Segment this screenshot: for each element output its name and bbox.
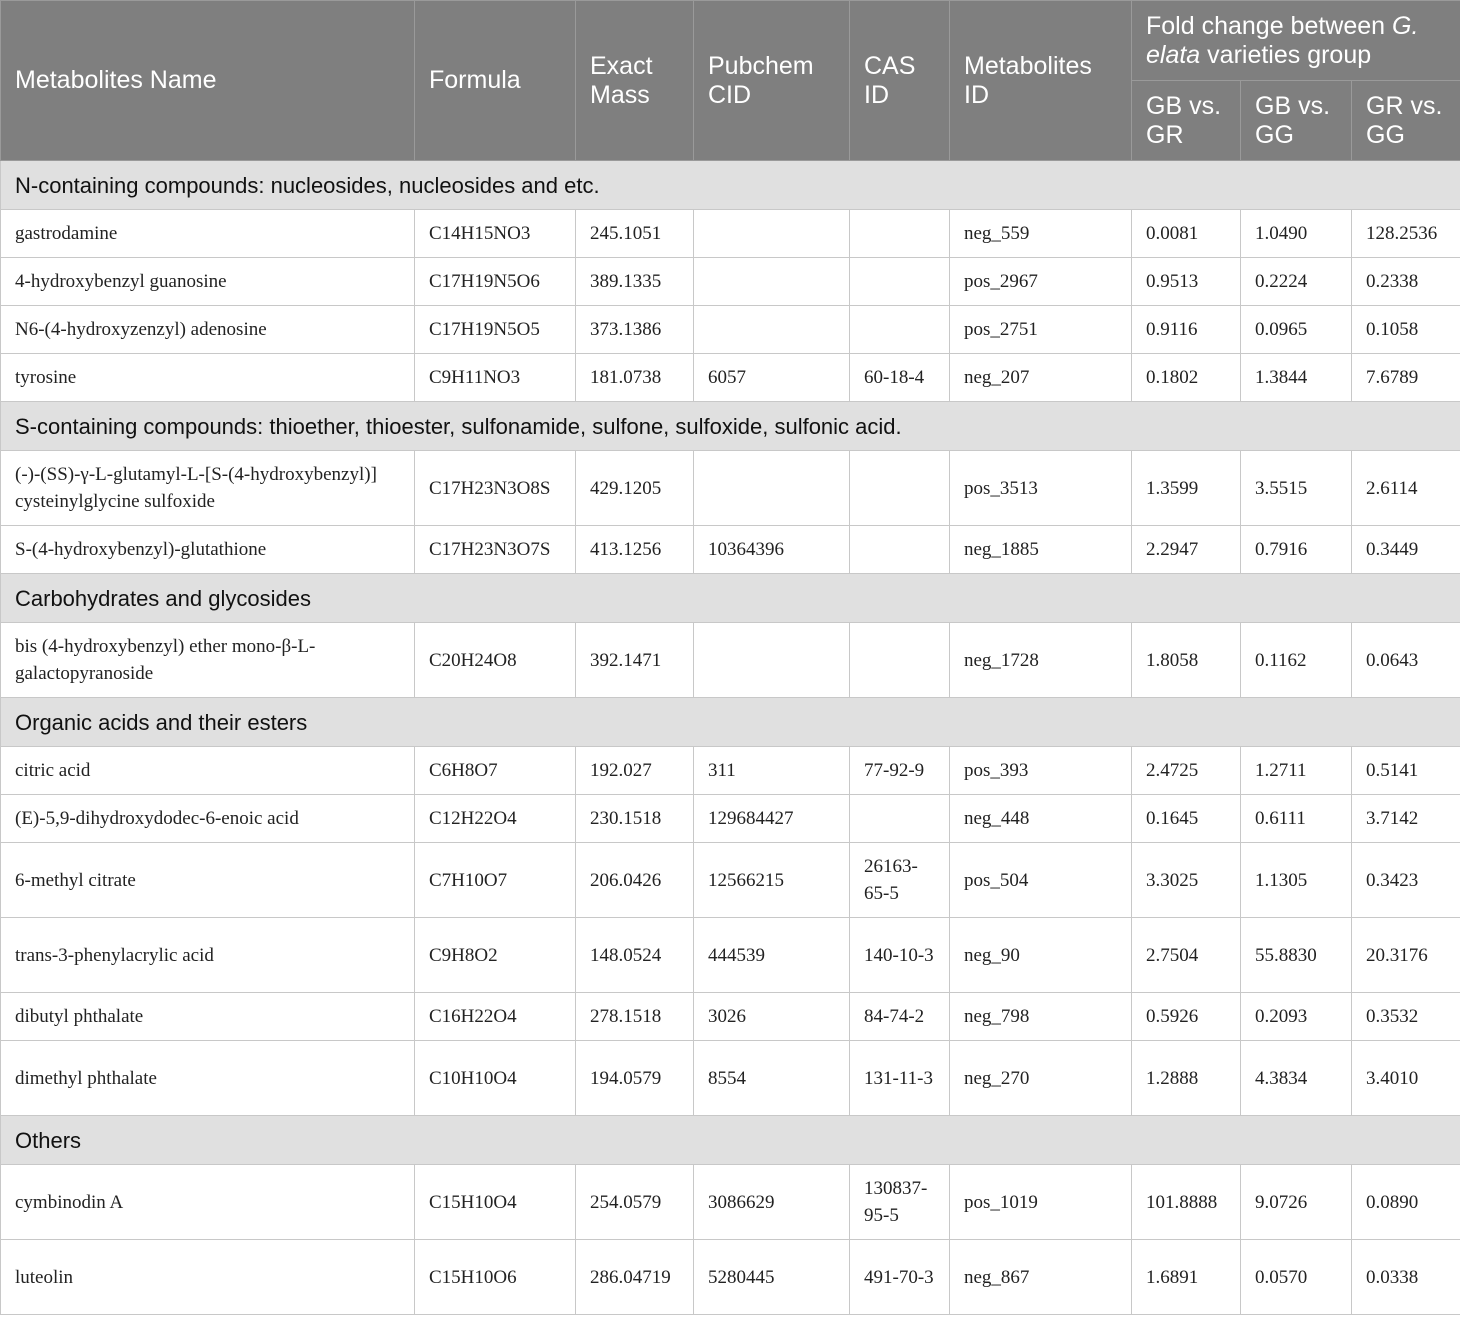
section-title: Carbohydrates and glycosides [1,574,1460,623]
gb-vs-gg-cell: 0.7916 [1241,526,1352,574]
gb-vs-gr-cell: 1.2888 [1132,1041,1241,1116]
gb-vs-gr-cell: 1.8058 [1132,623,1241,698]
gb-vs-gg-cell: 0.2224 [1241,258,1352,306]
gb-vs-gg-cell: 55.8830 [1241,918,1352,993]
formula-cell: C15H10O4 [415,1165,576,1240]
table-row [1,747,1460,795]
metabolite-name-cell: dimethyl phthalate [1,1041,415,1116]
header-gb-vs-gg: GB vs. GG [1241,81,1352,161]
cas-id-cell: 77-92-9 [850,747,950,795]
gb-vs-gr-cell: 1.3599 [1132,451,1241,526]
gb-vs-gg-cell: 9.0726 [1241,1165,1352,1240]
gb-vs-gg-cell: 0.0570 [1241,1240,1352,1315]
fold-change-suffix: varieties group [1200,40,1372,69]
gb-vs-gr-cell: 0.5926 [1132,993,1241,1041]
table-header [1,1,1460,161]
metabolites-id-cell: pos_2751 [950,306,1132,354]
cas-id-cell [850,623,950,698]
metabolite-name-cell: (-)-(SS)-γ-L-glutamyl-L-[S-(4-hydroxybenzyl)] cysteinylglycine sulfoxide [1,451,415,526]
metabolites-id-cell: pos_3513 [950,451,1132,526]
gr-vs-gg-cell: 7.6789 [1352,354,1460,402]
section-row [1,698,1460,747]
gr-vs-gg-cell: 0.0338 [1352,1240,1460,1315]
exact-mass-cell: 286.04719 [576,1240,694,1315]
table-row [1,843,1460,918]
metabolites-id-cell: neg_798 [950,993,1132,1041]
gb-vs-gg-cell: 3.5515 [1241,451,1352,526]
gb-vs-gg-cell: 1.0490 [1241,210,1352,258]
header-metabolites-id: Metabolites ID [950,1,1132,161]
table-row [1,1240,1460,1315]
metabolites-id-cell: neg_207 [950,354,1132,402]
exact-mass-cell: 429.1205 [576,451,694,526]
gr-vs-gg-cell: 128.2536 [1352,210,1460,258]
exact-mass-cell: 230.1518 [576,795,694,843]
gb-vs-gg-cell: 0.2093 [1241,993,1352,1041]
gr-vs-gg-cell: 3.7142 [1352,795,1460,843]
section-title: Others [1,1116,1460,1165]
cas-id-cell: 140-10-3 [850,918,950,993]
cas-id-cell [850,526,950,574]
formula-cell: C10H10O4 [415,1041,576,1116]
gr-vs-gg-cell: 20.3176 [1352,918,1460,993]
gb-vs-gr-cell: 3.3025 [1132,843,1241,918]
cas-id-cell [850,306,950,354]
section-title: Organic acids and their esters [1,698,1460,747]
metabolite-name-cell: gastrodamine [1,210,415,258]
header-pubchem-cid: Pubchem CID [694,1,850,161]
formula-cell: C9H8O2 [415,918,576,993]
metabolites-id-cell: pos_2967 [950,258,1132,306]
gr-vs-gg-cell: 0.0643 [1352,623,1460,698]
metabolite-name-cell: (E)-5,9-dihydroxydodec-6-enoic acid [1,795,415,843]
table-row [1,1165,1460,1240]
cas-id-cell [850,258,950,306]
table-row [1,210,1460,258]
gb-vs-gg-cell: 1.2711 [1241,747,1352,795]
table-row [1,526,1460,574]
exact-mass-cell: 389.1335 [576,258,694,306]
section-title: S-containing compounds: thioether, thioester, sulfonamide, sulfone, sulfoxide, sulfonic acid. [1,402,1460,451]
gb-vs-gr-cell: 101.8888 [1132,1165,1241,1240]
gb-vs-gr-cell: 0.0081 [1132,210,1241,258]
exact-mass-cell: 192.027 [576,747,694,795]
formula-cell: C9H11NO3 [415,354,576,402]
metabolite-name-cell: dibutyl phthalate [1,993,415,1041]
formula-cell: C15H10O6 [415,1240,576,1315]
metabolites-id-cell: pos_393 [950,747,1132,795]
cas-id-cell: 84-74-2 [850,993,950,1041]
pubchem-cid-cell [694,451,850,526]
metabolite-name-cell: bis (4-hydroxybenzyl) ether mono-β-L-galactopyranoside [1,623,415,698]
section-row [1,161,1460,210]
metabolite-name-cell: N6-(4-hydroxyzenzyl) adenosine [1,306,415,354]
cas-id-cell [850,451,950,526]
exact-mass-cell: 181.0738 [576,354,694,402]
gr-vs-gg-cell: 0.3423 [1352,843,1460,918]
section-title: N-containing compounds: nucleosides, nucleosides and etc. [1,161,1460,210]
table-row [1,795,1460,843]
pubchem-cid-cell [694,623,850,698]
formula-cell: C17H19N5O5 [415,306,576,354]
gr-vs-gg-cell: 0.2338 [1352,258,1460,306]
fold-change-species: G. elata [1146,11,1419,69]
formula-cell: C17H19N5O6 [415,258,576,306]
formula-cell: C20H24O8 [415,623,576,698]
pubchem-cid-cell [694,258,850,306]
metabolites-id-cell: neg_867 [950,1240,1132,1315]
exact-mass-cell: 413.1256 [576,526,694,574]
gb-vs-gr-cell: 2.2947 [1132,526,1241,574]
header-fold-change [1132,1,1460,81]
metabolites-id-cell: neg_1885 [950,526,1132,574]
pubchem-cid-cell: 129684427 [694,795,850,843]
pubchem-cid-cell: 12566215 [694,843,850,918]
pubchem-cid-cell [694,210,850,258]
gb-vs-gg-cell: 1.3844 [1241,354,1352,402]
pubchem-cid-cell: 3086629 [694,1165,850,1240]
formula-cell: C12H22O4 [415,795,576,843]
metabolite-name-cell: luteolin [1,1240,415,1315]
metabolites-id-cell: neg_1728 [950,623,1132,698]
gb-vs-gr-cell: 0.9513 [1132,258,1241,306]
metabolites-id-cell: neg_270 [950,1041,1132,1116]
exact-mass-cell: 148.0524 [576,918,694,993]
gr-vs-gg-cell: 0.3449 [1352,526,1460,574]
section-row [1,1116,1460,1165]
pubchem-cid-cell: 5280445 [694,1240,850,1315]
metabolite-name-cell: tyrosine [1,354,415,402]
table-row [1,354,1460,402]
formula-cell: C14H15NO3 [415,210,576,258]
table-row [1,993,1460,1041]
metabolite-name-cell: citric acid [1,747,415,795]
fold-change-prefix: Fold change between [1146,11,1393,40]
exact-mass-cell: 254.0579 [576,1165,694,1240]
table-body [1,161,1460,1315]
gb-vs-gr-cell: 2.4725 [1132,747,1241,795]
header-gb-vs-gr: GB vs. GR [1132,81,1241,161]
pubchem-cid-cell: 444539 [694,918,850,993]
metabolite-name-cell: cymbinodin A [1,1165,415,1240]
cas-id-cell: 60-18-4 [850,354,950,402]
header-exact-mass: Exact Mass [576,1,694,161]
gr-vs-gg-cell: 0.5141 [1352,747,1460,795]
section-row [1,574,1460,623]
metabolite-name-cell: S-(4-hydroxybenzyl)-glutathione [1,526,415,574]
gb-vs-gr-cell: 0.9116 [1132,306,1241,354]
cas-id-cell: 130837-95-5 [850,1165,950,1240]
section-row [1,402,1460,451]
gb-vs-gr-cell: 0.1802 [1132,354,1241,402]
metabolites-id-cell: pos_1019 [950,1165,1132,1240]
gr-vs-gg-cell: 0.1058 [1352,306,1460,354]
gr-vs-gg-cell: 3.4010 [1352,1041,1460,1116]
header-metabolites-name: Metabolites Name [1,1,415,161]
metabolite-name-cell: 6-methyl citrate [1,843,415,918]
table-row [1,1041,1460,1116]
pubchem-cid-cell: 311 [694,747,850,795]
pubchem-cid-cell [694,306,850,354]
cas-id-cell: 491-70-3 [850,1240,950,1315]
pubchem-cid-cell: 8554 [694,1041,850,1116]
metabolite-name-cell: trans-3-phenylacrylic acid [1,918,415,993]
cas-id-cell [850,795,950,843]
gb-vs-gr-cell: 2.7504 [1132,918,1241,993]
metabolites-id-cell: neg_90 [950,918,1132,993]
gr-vs-gg-cell: 2.6114 [1352,451,1460,526]
pubchem-cid-cell: 10364396 [694,526,850,574]
gb-vs-gr-cell: 0.1645 [1132,795,1241,843]
header-gr-vs-gg: GR vs. GG [1352,81,1460,161]
exact-mass-cell: 194.0579 [576,1041,694,1116]
gb-vs-gr-cell: 1.6891 [1132,1240,1241,1315]
table-row [1,306,1460,354]
gb-vs-gg-cell: 0.1162 [1241,623,1352,698]
cas-id-cell [850,210,950,258]
exact-mass-cell: 245.1051 [576,210,694,258]
gb-vs-gg-cell: 0.0965 [1241,306,1352,354]
header-cas-id: CAS ID [850,1,950,161]
exact-mass-cell: 278.1518 [576,993,694,1041]
cas-id-cell: 131-11-3 [850,1041,950,1116]
table-row [1,258,1460,306]
metabolites-id-cell: neg_448 [950,795,1132,843]
gr-vs-gg-cell: 0.3532 [1352,993,1460,1041]
gb-vs-gg-cell: 1.1305 [1241,843,1352,918]
gb-vs-gg-cell: 0.6111 [1241,795,1352,843]
formula-cell: C16H22O4 [415,993,576,1041]
formula-cell: C7H10O7 [415,843,576,918]
cas-id-cell: 26163-65-5 [850,843,950,918]
exact-mass-cell: 373.1386 [576,306,694,354]
metabolite-name-cell: 4-hydroxybenzyl guanosine [1,258,415,306]
table-row [1,623,1460,698]
gr-vs-gg-cell: 0.0890 [1352,1165,1460,1240]
table-row [1,918,1460,993]
table-row [1,451,1460,526]
pubchem-cid-cell: 6057 [694,354,850,402]
header-formula: Formula [415,1,576,161]
metabolites-id-cell: neg_559 [950,210,1132,258]
formula-cell: C17H23N3O8S [415,451,576,526]
formula-cell: C17H23N3O7S [415,526,576,574]
formula-cell: C6H8O7 [415,747,576,795]
exact-mass-cell: 392.1471 [576,623,694,698]
exact-mass-cell: 206.0426 [576,843,694,918]
pubchem-cid-cell: 3026 [694,993,850,1041]
gb-vs-gg-cell: 4.3834 [1241,1041,1352,1116]
metabolites-id-cell: pos_504 [950,843,1132,918]
